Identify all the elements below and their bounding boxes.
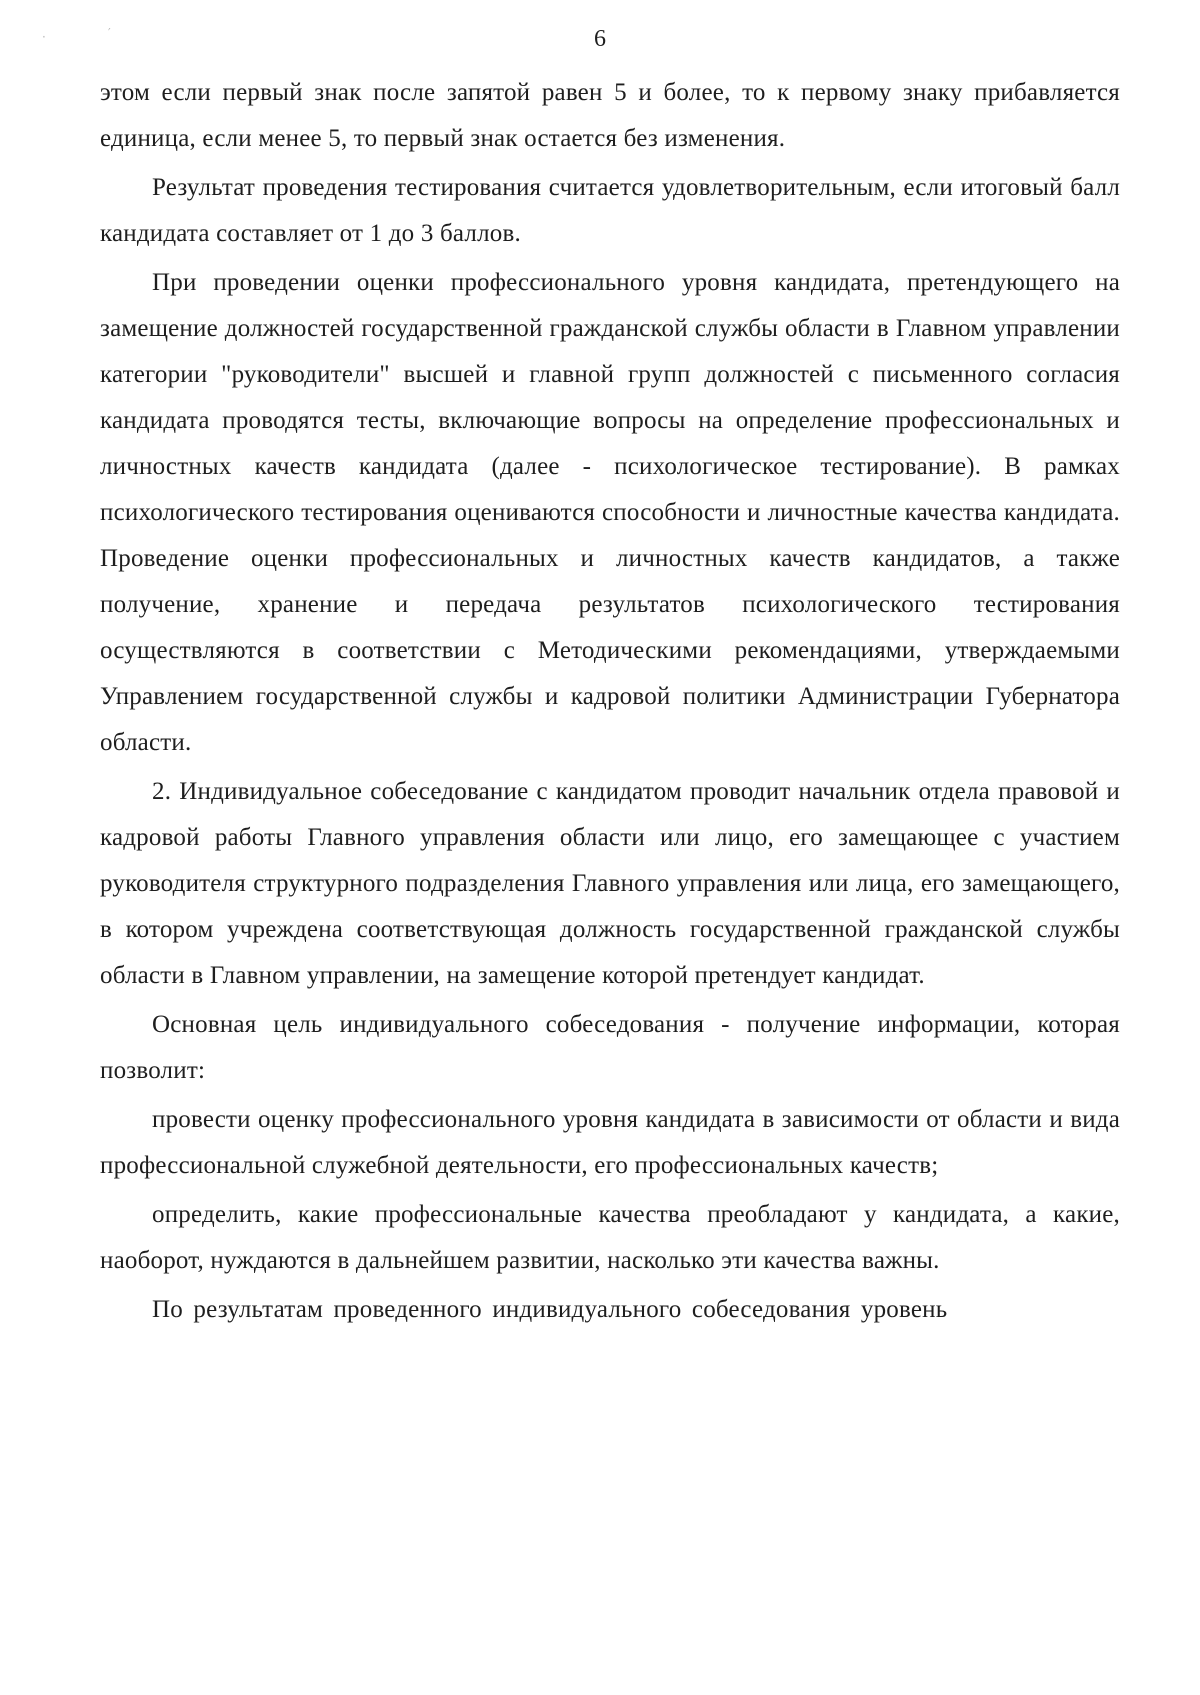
paragraph-individual-interview: 2. Индивидуальное собеседование с кандидатом проводит начальник отдела правовой и кадровой работы Главного управления области или лицо, его замещающее с участием руководителя структурного подразделения Главного управления или лица, его замещающего, в котором учреждена соответствующая должность государственной гражданской службы области в Главном управлении, на замещение которой претендует кандидат. (100, 778, 1120, 989)
paragraph-test-result: Результат проведения тестирования считается удовлетворительным, если итоговый балл кандидата составляет от 1 до 3 баллов. (100, 174, 1120, 247)
document-body (100, 70, 1120, 1336)
list-item-determine-qualities: определить, какие профессиональные качества преобладают у кандидата, а какие, наоборот, нуждаются в дальнейшем развитии, насколько эти качества важны. (100, 1201, 1120, 1274)
scan-artifact-mark: ′ (108, 26, 111, 40)
paragraph-interview-results: По результатам проведенного индивидуального собеседования уровень (152, 1296, 948, 1323)
paragraph-rounding-rule: этом если первый знак после запятой равен 5 и более, то к первому знаку прибавляется единица, если менее 5, то первый знак остается без изменения. (100, 79, 1120, 152)
page-number: 6 (594, 26, 606, 52)
list-item-assess-level: провести оценку профессионального уровня кандидата в зависимости от области и вида профессиональной служебной деятельности, его профессиональных качеств; (100, 1106, 1120, 1179)
scan-artifact-mark: · (42, 30, 46, 44)
paragraph-psychological-testing: При проведении оценки профессионального уровня кандидата, претендующего на замещение должностей государственной гражданской службы области в Главном управлении категории "руководители" высшей и главной групп должностей с письменного согласия кандидата проводятся тесты, включающие вопросы на определение профессиональных и личностных качеств кандидата (далее - психологическое тестирование). В рамках психологического тестирования оцениваются способности и личностные качества кандидата. Проведение оценки профессиональных и личностных качеств кандидатов, а также получение, хранение и передача результатов психологического тестирования осуществляются в соответствии с Методическими рекомендациями, утверждаемыми Управлением государственной службы и кадровой политики Администрации Губернатора области. (100, 269, 1120, 756)
paragraph-interview-goal: Основная цель индивидуального собеседования - получение информации, которая позволит: (100, 1011, 1120, 1084)
